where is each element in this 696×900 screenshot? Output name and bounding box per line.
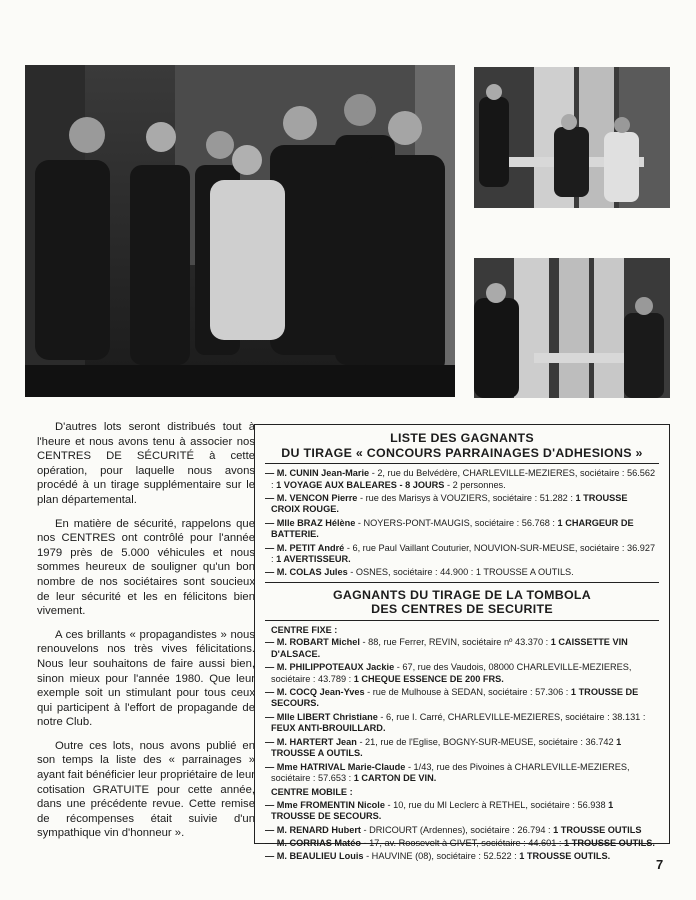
winner-prize: 1 TROUSSE DE SECOURS. [271, 687, 639, 709]
winner-name: — M. CUNIN Jean-Marie [265, 468, 370, 479]
room-photo-bottom [474, 258, 670, 398]
winner-prize: 1 CAISSETTE VIN D'ALSACE. [271, 637, 628, 659]
winner-entry [265, 567, 659, 578]
article-text [37, 420, 255, 850]
winner-name: — Mme HATRIVAL Marie-Claude [265, 761, 406, 772]
winner-prize: 1 AVERTISSEUR. [276, 554, 351, 565]
group-photo [25, 65, 455, 397]
winner-prize: 1 TROUSSE A OUTILS. [271, 736, 622, 759]
winner-detail: - 6, rue I. Carré, CHARLEVILLE-MEZIERES, sociétaire : 38.131 : [377, 711, 646, 722]
page-number: 7 [656, 857, 664, 872]
winner-prize: FEUX ANTI-BROUILLARD. [271, 723, 386, 734]
winner-name: — M. HARTERT Jean [265, 736, 357, 747]
winner-entry [265, 662, 659, 685]
winner-prize: 1 CHEQUE ESSENCE DE 200 FRS. [353, 673, 504, 684]
winner-name: — Mlle LIBERT Christiane [265, 711, 378, 722]
winner-prize: 1 TROUSSE CROIX ROUGE. [271, 493, 628, 515]
winner-detail: - 21, rue de l'Eglise, BOGNY-SUR-MEUSE, sociétaire : 36.742 [356, 736, 617, 747]
centre-mobile-label: CENTRE MOBILE : [271, 787, 353, 798]
winner-name: — M. BEAULIEU Louis [265, 851, 364, 862]
winner-tail: - 2 personnes. [444, 479, 506, 490]
winner-prize: 1 TROUSSE OUTILS [553, 824, 642, 835]
list2-title-line1: GAGNANTS DU TIRAGE DE LA TOMBOLA [332, 587, 592, 602]
winner-name: — M. COCQ Jean-Yves [265, 687, 365, 698]
winner-entry [265, 737, 659, 760]
divider [265, 582, 659, 583]
winner-name: — M. COLAS Jules [265, 567, 348, 578]
article-paragraph: Outre ces lots, nous avons publié en son temps la liste des « parrainages » ayant fait bénéficier leur propriétaire de leur cotisation GRATUITE pour cette année, dans une précédente revue. Cette remise de récompenses était suivie d'un sympathique vin d'honneur ». [37, 739, 255, 840]
room-photo-top [474, 67, 670, 208]
winner-name: — Mlle BRAZ Hélène [265, 517, 356, 528]
winner-detail: - 17, av. Roosevelt à GIVET, sociétaire : 44.601 : [360, 837, 565, 848]
winner-name: — M. PHILIPPOTEAUX Jackie [265, 662, 395, 673]
winner-entry [265, 543, 659, 566]
winner-name: — M. VENCON Pierre [265, 493, 358, 503]
winner-prize: 1 TROUSSE OUTILS. [564, 837, 655, 848]
winner-detail: - 2, rue du Belvédère, CHARLEVILLE-MEZIERES, sociétaire : 56.562 : [271, 468, 656, 490]
list1-entries [265, 468, 659, 579]
winners-box [254, 424, 670, 862]
mobile-entries [265, 800, 659, 863]
centre-fixe-label: CENTRE FIXE : [271, 625, 338, 636]
winner-name: — M. CORRIAS Matéo [265, 837, 361, 848]
winner-detail: - HAUVINE (08), sociétaire : 52.522 : [363, 851, 520, 862]
winner-detail: - 1/43, rue des Pivoines à CHARLEVILLE-MEZIERES, sociétaire : 57.653 : [271, 761, 630, 783]
winner-entry [265, 493, 659, 516]
winner-prize: 1 CHARGEUR DE BATTERIE. [271, 517, 634, 540]
winner-detail: - 67, rue des Vaudois, 08000 CHARLEVILLE-MEZIERES, sociétaire : 43.789 : [271, 662, 632, 684]
winner-name: — M. PETIT André [265, 542, 345, 553]
winner-name: — M. RENARD Hubert [265, 824, 361, 835]
list1-title-line2: DU TIRAGE « CONCOURS PARRAINAGES D'ADHESIONS » [281, 445, 643, 460]
fixe-entries [265, 637, 659, 784]
article-paragraph: A ces brillants « propagandistes » nous renouvelons nos très vives félicitations. Nous leur souhaitons de faire aussi bien, sinon mieux pour l'année 1980. Que leur exemple soit un stimulant pour tous ceux qui participent à l'effort de propagande de notre Club. [37, 628, 255, 729]
winner-detail: - NOYERS-PONT-MAUGIS, sociétaire : 56.768 : [355, 517, 558, 528]
list1-title-line1: LISTE DES GAGNANTS [390, 431, 534, 445]
winner-detail: - 88, rue Ferrer, REVIN, sociétaire nº 43.370 : [359, 637, 551, 648]
winner-prize: 1 VOYAGE AUX BALEARES - 8 JOURS [276, 479, 445, 490]
winner-detail: - rue des Marisys à VOUZIERS, sociétaire : 51.282 : [357, 493, 576, 503]
winner-entry [265, 851, 659, 862]
winner-entry [265, 712, 659, 735]
winner-entry [265, 518, 659, 541]
list2-title [265, 588, 659, 617]
winner-detail: - OSNES, sociétaire : 44.900 : 1 TROUSSE A OUTILS. [347, 567, 574, 578]
winner-prize: 1 CARTON DE VIN. [353, 772, 437, 783]
list1-title [265, 431, 659, 460]
divider [265, 463, 659, 464]
winner-prize: 1 TROUSSE OUTILS. [519, 851, 611, 862]
winner-entry [265, 468, 659, 491]
winner-entry [265, 800, 659, 823]
divider [265, 620, 659, 621]
list2-title-line2: DES CENTRES DE SECURITE [371, 602, 553, 617]
winner-name: — M. ROBART Michel [265, 637, 360, 648]
winner-detail: - rue de Mulhouse à SEDAN, sociétaire : 57.306 : [364, 687, 571, 698]
winner-entry [265, 762, 659, 785]
winner-detail: - DRICOURT (Ardennes), sociétaire : 26.794 : [360, 824, 554, 835]
winner-entry [265, 637, 659, 660]
winner-entry [265, 825, 659, 836]
winner-detail: - 6, rue Paul Vaillant Couturier, NOUVION-SUR-MEUSE, sociétaire : 36.927 : [271, 542, 656, 565]
article-paragraph: En matière de sécurité, rappelons que nos CENTRES ont contrôlé pour l'année 1979 près de 5.000 véhicules et nous sommes heureux de souligner qu'un bon nombre de nos sociétaires sont soucieux de leur sécurité et les en félicitons bien vivement. [37, 517, 255, 618]
winner-entry [265, 687, 659, 710]
winner-prize: 1 TROUSSE DE SECOURS. [271, 799, 614, 822]
article-paragraph: D'autres lots seront distribués tout à l'heure et nous avons tenu à associer nos CENTRES DE SÉCURITÉ à cette opération, pour laquelle nous avons procédé à un tirage supplémentaire sur le plan départemental. [37, 421, 255, 506]
winner-entry [265, 838, 659, 849]
winner-name: — Mme FROMENTIN Nicole [265, 799, 385, 810]
winner-detail: - 10, rue du Ml Leclerc à RETHEL, sociétaire : 56.938 [384, 799, 609, 810]
